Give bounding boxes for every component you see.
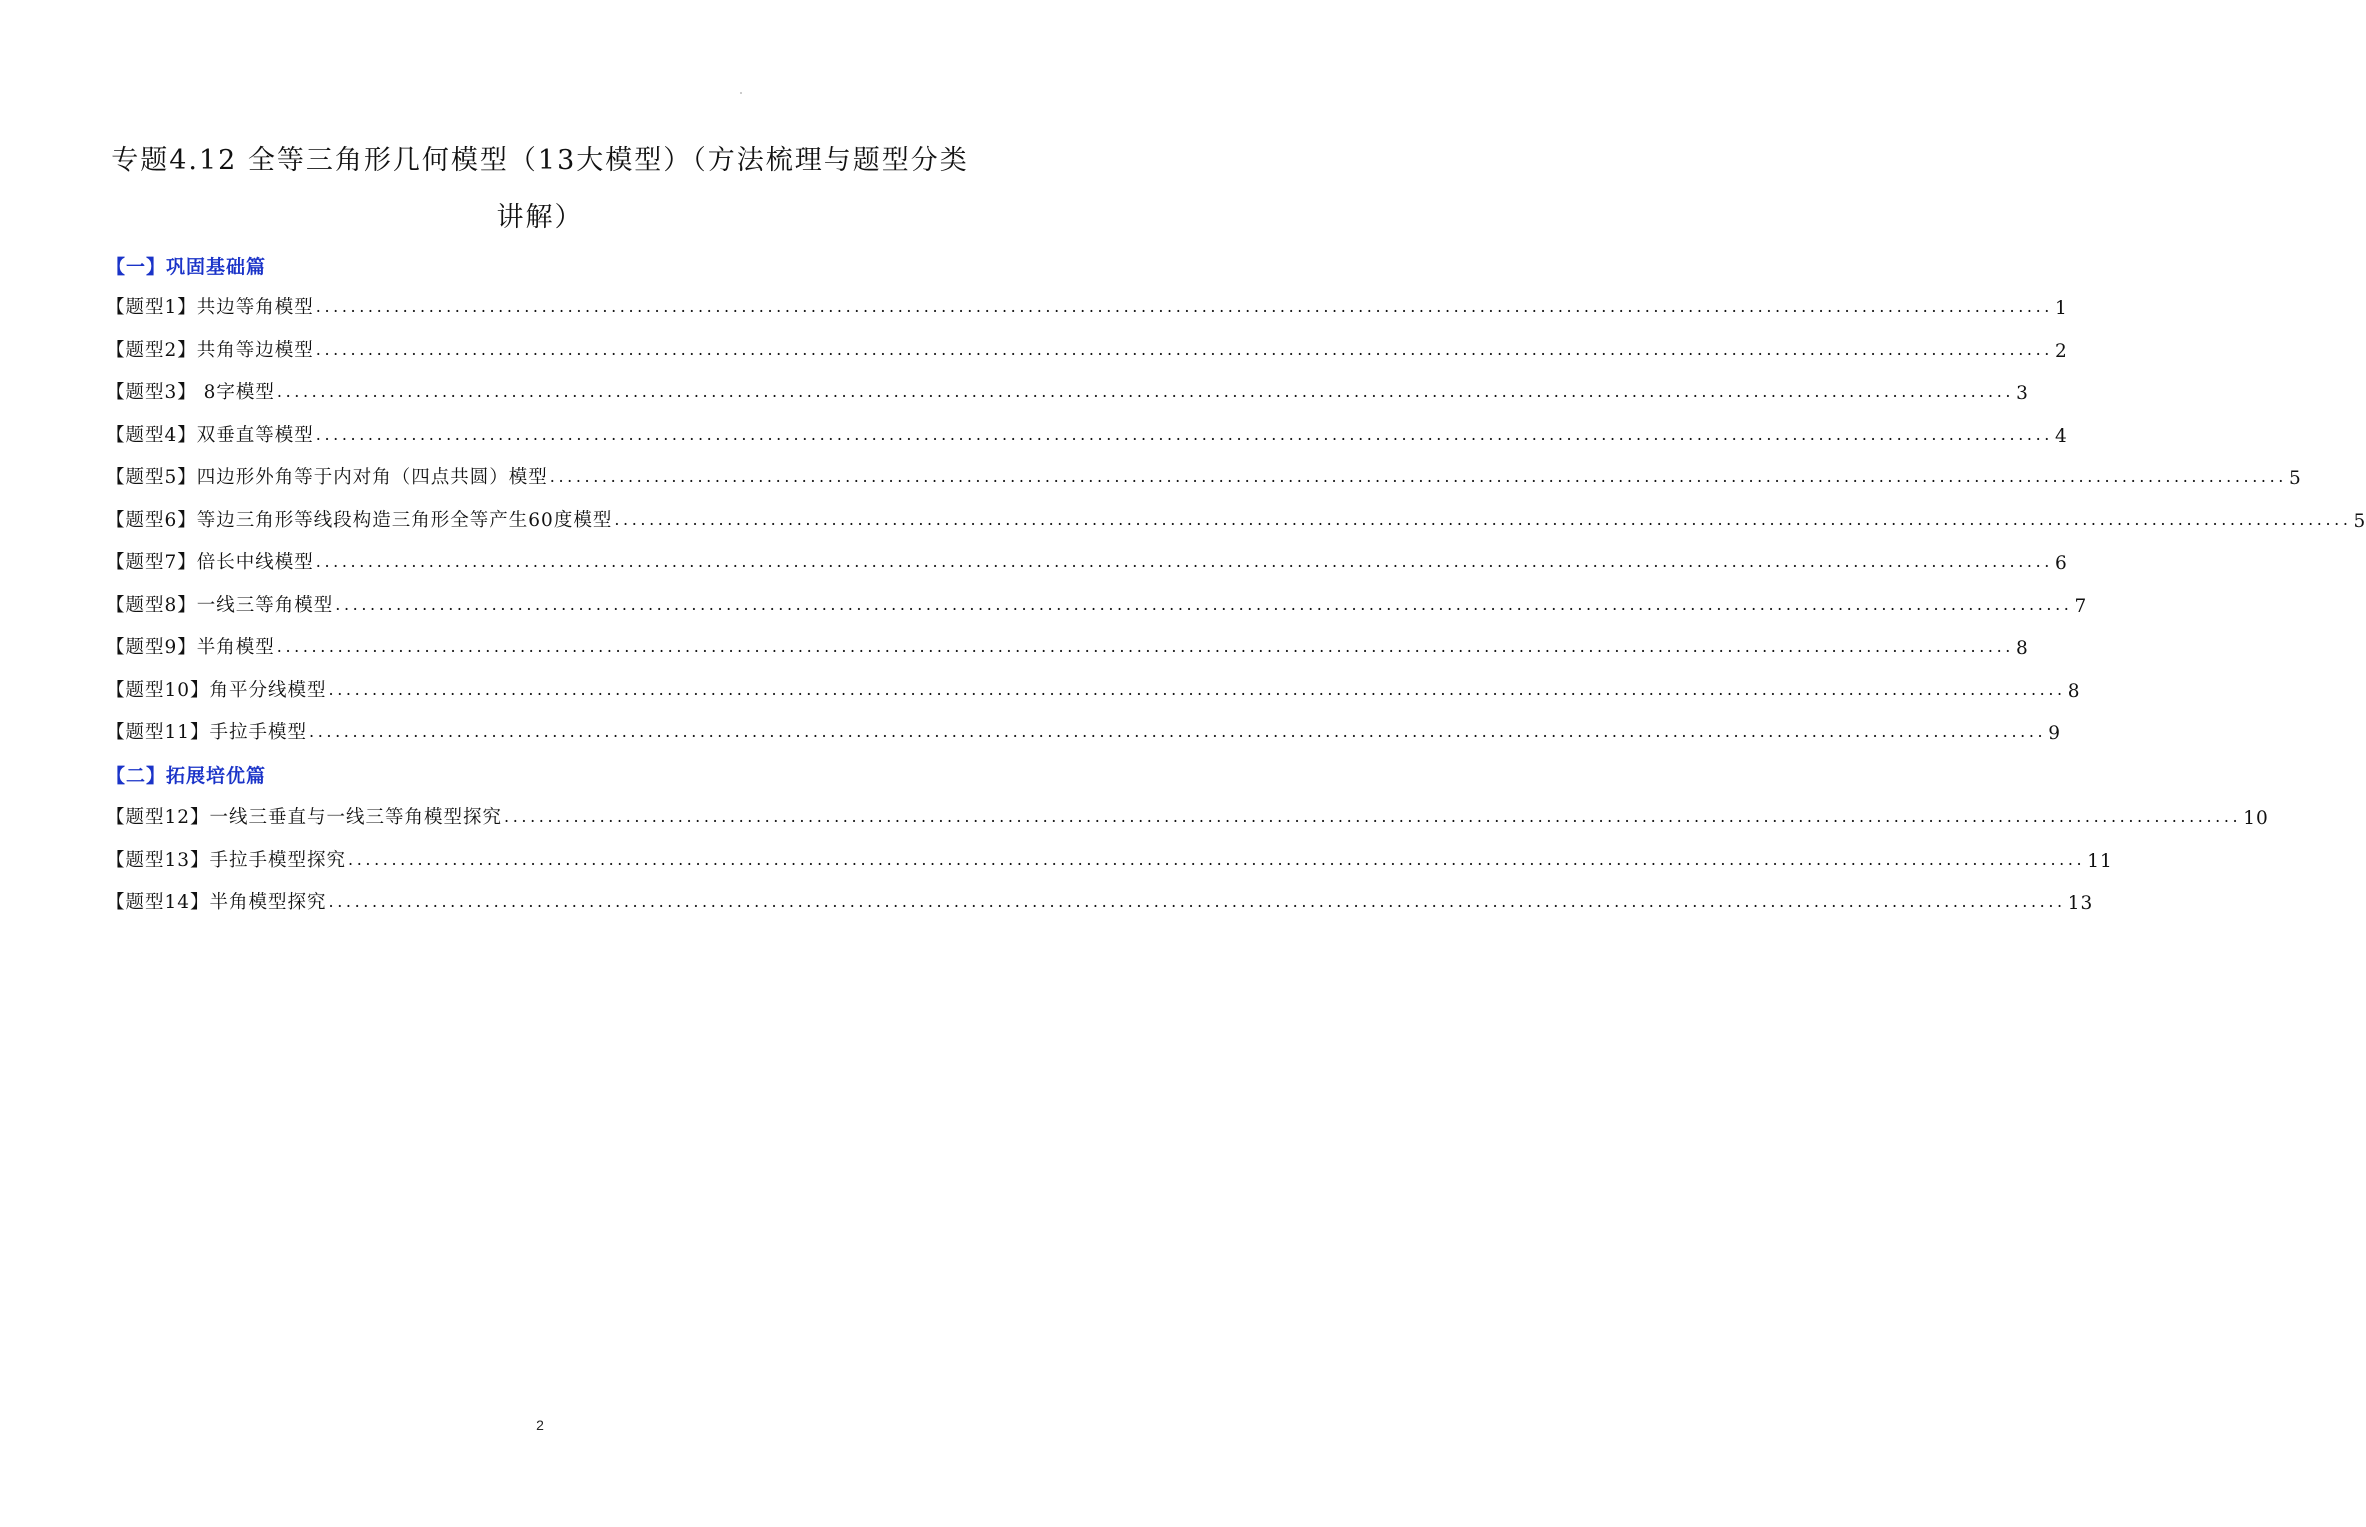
toc-item-type-1[interactable] [106, 291, 2068, 319]
toc-item-type-2[interactable] [106, 334, 2068, 362]
toc-item-page: 10 [2243, 808, 2269, 829]
toc-dot-leader: ........................................................................................................................................................................................................ [335, 595, 2073, 614]
toc-item-page: 1 [2054, 298, 2068, 319]
toc-dot-leader: ........................................................................................................................................................................................................ [315, 340, 2053, 359]
toc-dot-leader: ........................................................................................................................................................................................................ [614, 510, 2352, 529]
toc-item-label: 【题型8】一线三等角模型 [106, 595, 334, 616]
toc-item-page: 13 [2067, 893, 2094, 914]
toc-item-type-11[interactable] [106, 716, 2062, 744]
toc-item-page: 9 [2048, 723, 2062, 744]
toc-dot-leader: ........................................................................................................................................................................................................ [276, 637, 2014, 656]
toc-item-type-4[interactable] [106, 419, 2068, 447]
toc-item-type-12[interactable] [106, 801, 2269, 829]
page-number: 2 [536, 1417, 544, 1433]
toc-item-label: 【题型3】 8字模型 [106, 382, 275, 403]
toc-item-type-6[interactable] [106, 504, 2366, 532]
toc-item-label: 【题型4】双垂直等模型 [106, 425, 314, 446]
toc-item-page: 5 [2353, 511, 2366, 532]
toc-dot-leader: ........................................................................................................................................................................................................ [549, 467, 2287, 486]
toc-item-label: 【题型2】共角等边模型 [106, 340, 314, 361]
toc-dot-leader: ........................................................................................................................................................................................................ [315, 552, 2053, 571]
toc-dot-leader: ........................................................................................................................................................................................................ [504, 807, 2242, 826]
toc-item-page: 2 [2054, 341, 2068, 362]
toc-item-label: 【题型5】四边形外角等于内对角（四点共圆）模型 [106, 467, 548, 488]
toc-item-type-9[interactable] [106, 631, 2029, 659]
toc-item-label: 【题型13】手拉手模型探究 [106, 850, 347, 871]
toc-item-page: 5 [2288, 468, 2302, 489]
document-title-line-1: 专题4.12 全等三角形几何模型（13大模型）（方法梳理与题型分类 [111, 145, 969, 176]
toc-item-label: 【题型6】等边三角形等线段构造三角形全等产生60度模型 [106, 510, 613, 531]
toc-item-label: 【题型11】手拉手模型 [106, 722, 308, 743]
toc-item-page: 11 [2087, 851, 2113, 872]
toc-item-label: 【题型1】共边等角模型 [106, 297, 314, 318]
toc-item-type-5[interactable] [106, 461, 2302, 489]
toc-item-type-13[interactable] [106, 844, 2113, 872]
toc-dot-leader: ........................................................................................................................................................................................................ [328, 892, 2066, 911]
toc-item-type-10[interactable] [106, 674, 2081, 702]
toc-item-type-7[interactable] [106, 546, 2068, 574]
toc-item-label: 【题型9】半角模型 [106, 637, 275, 658]
toc-item-type-14[interactable] [106, 886, 2094, 914]
toc-item-page: 3 [2016, 383, 2029, 404]
document-title-line-2: 讲解） [496, 202, 584, 233]
toc-item-page: 4 [2054, 426, 2068, 447]
toc-item-label: 【题型12】一线三垂直与一线三等角模型探究 [106, 807, 503, 828]
toc-dot-leader: ........................................................................................................................................................................................................ [276, 382, 2015, 401]
toc-item-label: 【题型7】倍长中线模型 [106, 552, 314, 573]
toc-dot-leader: ........................................................................................................................................................................................................ [315, 425, 2053, 444]
toc-item-page: 8 [2067, 681, 2081, 702]
toc-dot-leader: ........................................................................................................................................................................................................ [328, 680, 2066, 699]
toc-dot-leader: ........................................................................................................................................................................................................ [315, 297, 2053, 316]
scan-speck [740, 92, 742, 94]
toc-item-page: 7 [2074, 596, 2088, 617]
toc-item-page: 6 [2054, 553, 2068, 574]
toc-dot-leader: ........................................................................................................................................................................................................ [309, 722, 2047, 741]
toc-item-page: 8 [2015, 638, 2029, 659]
toc-item-label: 【题型14】半角模型探究 [106, 892, 327, 913]
toc-item-type-8[interactable] [106, 589, 2088, 617]
section-heading-advanced: 【二】拓展培优篇 [106, 765, 267, 787]
section-heading-basic: 【一】巩固基础篇 [106, 256, 267, 278]
toc-item-type-3[interactable] [106, 376, 2029, 404]
toc-dot-leader: ........................................................................................................................................................................................................ [348, 850, 2086, 869]
toc-item-label: 【题型10】角平分线模型 [106, 680, 327, 701]
